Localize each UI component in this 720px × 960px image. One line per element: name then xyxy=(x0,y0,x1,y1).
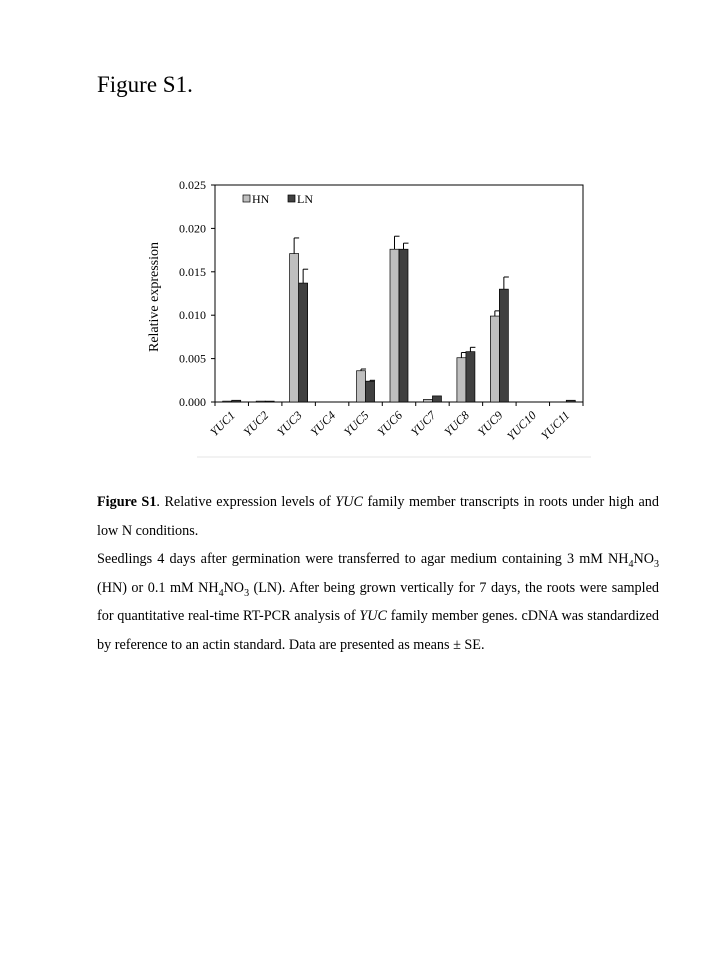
bar-ln xyxy=(299,283,308,402)
y-tick-label: 0.025 xyxy=(179,178,206,192)
caption-text: family member genes. cDNA was standardized by reference to an actin standard. Data are presented as means ± SE. xyxy=(97,608,659,653)
bar-ln xyxy=(232,400,241,402)
bar-hn xyxy=(490,316,499,402)
caption-label: Figure S1 xyxy=(97,494,157,510)
caption-paragraph-2 xyxy=(97,545,659,659)
x-tick-label: YUC7 xyxy=(407,408,439,439)
x-tick-label: YUC4 xyxy=(307,408,339,439)
x-tick-label: YUC3 xyxy=(274,408,305,439)
caption-text: family member transcripts in roots under high and low N conditions. xyxy=(97,494,659,539)
figure-caption xyxy=(97,488,659,659)
bar-chart xyxy=(0,0,720,470)
caption-text: (LN). After being grown vertically for 7 days, the roots were sampled for quantitative real-time RT-PCR analysis of xyxy=(97,579,659,624)
y-tick-label: 0.005 xyxy=(179,351,206,366)
caption-text: (HN) or 0.1 mM NH xyxy=(97,579,219,596)
bar-ln xyxy=(566,400,575,402)
gene-name: YUC xyxy=(359,608,387,624)
x-tick-label: YUC11 xyxy=(538,408,573,443)
x-tick-label: YUC2 xyxy=(240,408,272,439)
subscript: 3 xyxy=(654,558,659,570)
caption-paragraph-1 xyxy=(97,488,659,545)
bar-hn xyxy=(290,254,299,402)
y-tick-label: 0.015 xyxy=(179,264,206,279)
bar-ln xyxy=(499,289,508,402)
bar-ln xyxy=(432,396,441,402)
x-tick-label: YUC1 xyxy=(207,408,238,439)
legend-label-ln: LN xyxy=(297,192,313,206)
bar-hn xyxy=(223,401,232,402)
bar-hn xyxy=(256,401,265,402)
subscript: 4 xyxy=(218,587,224,599)
legend-label-hn: HN xyxy=(252,192,270,206)
y-axis-label: Relative expression xyxy=(147,241,162,353)
y-tick-label: 0.010 xyxy=(179,308,206,323)
figure-title: Figure S1. xyxy=(97,72,193,97)
bar-ln xyxy=(399,249,408,402)
x-tick-label: YUC6 xyxy=(374,408,406,439)
caption-text: Seedlings 4 days after germination were transferred to agar medium containing 3 mM NH xyxy=(97,551,629,567)
x-tick-label: YUC10 xyxy=(504,408,539,444)
caption-text: NO xyxy=(223,579,245,596)
subscript: 3 xyxy=(244,587,250,599)
x-tick-label: YUC5 xyxy=(341,408,372,439)
bar-ln xyxy=(366,381,375,402)
bar-ln xyxy=(265,401,274,402)
subscript: 4 xyxy=(628,558,634,570)
bar-hn xyxy=(423,399,432,402)
y-tick-label: 0.020 xyxy=(179,221,206,236)
legend-swatch-ln xyxy=(288,195,295,202)
caption-text: NO xyxy=(633,551,654,567)
bar-hn xyxy=(357,371,366,402)
caption-text: . Relative expression levels of xyxy=(156,494,336,510)
bar-hn xyxy=(457,358,466,402)
bar-ln xyxy=(466,352,475,402)
bar-hn xyxy=(390,249,399,402)
gene-name: YUC xyxy=(335,494,363,510)
x-tick-label: YUC9 xyxy=(474,408,506,439)
x-tick-label: YUC8 xyxy=(441,408,473,439)
legend-swatch-hn xyxy=(243,195,250,202)
y-tick-label: 0.000 xyxy=(179,395,206,409)
